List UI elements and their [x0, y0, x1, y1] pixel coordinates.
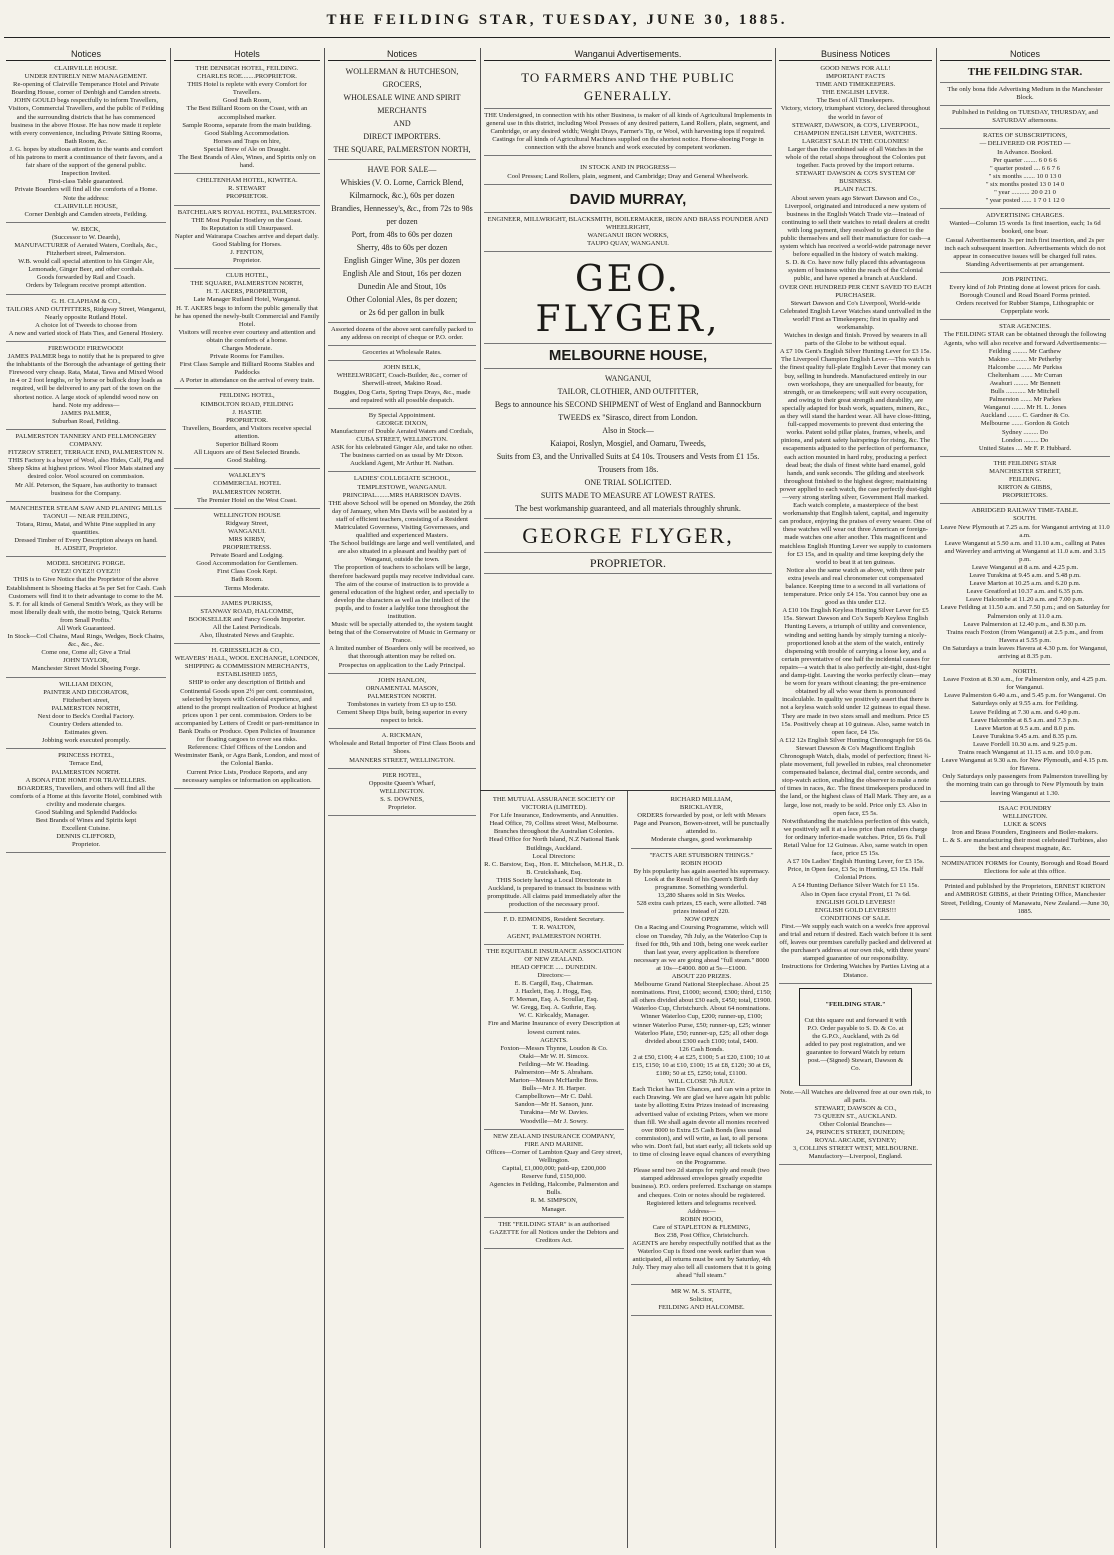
w-beck-ad: W. BECK, (Successor to W. Deards), MANUFACTURER of Aerated Waters, Cordials, &c., Fitzherbert street, Palmerston. W.B. would call special attention to his Ginger Ale, Lemonade, Ginger Beer, and other cordials. Goods forwarded by Rail and Coach. Orders by Telegram receive prompt attention. [6, 226, 166, 295]
george-flyger-signature: GEORGE FLYGER, [484, 523, 772, 553]
saw-mills-ad: MANCHESTER STEAM SAW AND PLANING MILLS TAONUI — NEAR FEILDING, Totara, Rimu, Matai, and White Pine supplied in any quantities. Dressed Timber of Every Description always on hand. H. ADSEIT, Proprietor. [6, 505, 166, 558]
farmers-headline: TO FARMERS AND THE PUBLIC GENERALLY. [484, 69, 772, 109]
tannery-ad: PALMERSTON TANNERY AND FELLMONGERY COMPANY. FITZROY STREET, TERRACE END, PALMERSTON N. THIS Factory is a buyer of Wool, also Hides, Calf, Pig and Sheep Skins at highest prices. Wool Floor Mats stained any desired color. Wool scoured on commission. Mr Alf. Peterson, the Square, has authority to transact business for the Company. [6, 433, 166, 502]
shoeing-forge-ad: MODEL SHOEING FORGE. OYEZ! OYEZ!! OYEZ!!! THIS is to Give Notice that the Proprietor of the above Establishment is Shoeing Hacks at 5s per Set for Cash. Cash Customers will find it to their advantage to come to the M. S. F. for all kinds of General Smith's Work, as they will be most liberally dealt with, the motto being, 'Quick Returns from Small Profits.' All Work Guaranteed. In Stock—Coil Chains, Maul Rings, Wedges, Bock Chains, &c., &c., &c. Come one, Come all; Give a Trial JOHN TAYLOR, Manchester Street Model Shoeing Forge. [6, 560, 166, 677]
column-heading: Notices [6, 48, 166, 61]
column-hotels [174, 48, 320, 1548]
wollerman-ad: WOLLERMAN & HUTCHESON, GROCERS, WHOLESALE WINE AND SPIRIT MERCHANTS AND DIRECT IMPORTERS. THE SQUARE, PALMERSTON NORTH, [328, 65, 476, 160]
foundry-ad: ISAAC FOUNDRY WELLINGTON. LUKE & SONS Iron and Brass Founders, Engineers and Boiler-makers. L. & S. are manufacturing their most celebrated Turbines, also the best and cheapest magnate, &c. [940, 805, 1110, 858]
gazette-notice: THE "FEILDING STAR" is an authorised GAZETTE for all Notices under the Debtors and Creditors Act. [484, 1221, 624, 1249]
column-heading: Notices [328, 48, 476, 61]
john-belk-ad: JOHN BELK, WHEELWRIGHT, Coach-Builder, &c., corner of Sherwill-street, Makino Road. Buggies, Dog Carts, Spring Traps Drays, &c., made and repaired with all possible despatch. [328, 364, 476, 408]
clapham-ad: G. H. CLAPHAM & CO., TAILORS AND OUTFITTERS, Ridgway Street, Wanganui, Nearly opposite Rutland Hotel. A choice lot of Tweeds to choose from A new and varied stock of Hats Ties, and General Hosiery. [6, 298, 166, 342]
order-coupon [799, 988, 912, 1086]
column-wanganui [484, 48, 772, 788]
stewart-dawson-addresses: Note.—All Watches are delivered free at our own risk, to all parts. STEWART, DAWSON & CO., 73 QUEEN ST., AUCKLAND. Other Colonial Branches— 24, PRINCE'S STREET, DUNEDIN; ROYAL ARCADE, SYDNEY; 3, COLLINS STREET WEST, MELBOURNE. Manufactory—Liverpool, England. [779, 1089, 932, 1166]
imprint: Printed and published by the Proprietors, ERNEST KIRTON and AMBROSE GIBBS, at their Printing Office, Manchester Street, Feilding, County of Manawatu, New Zealand.—June 30, 1885. [940, 883, 1110, 919]
wellington-house-ad: WELLINGTON HOUSE Ridgway Street, WANGANUI. MRS KIRBY, PROPRIETRESS. Private Board and Lodging. Good Accommodation for Gentlemen. First Class Cook Kept. Bath Room. Terms Moderate. [174, 512, 320, 597]
advertising-charges: ADVERTISING CHARGES. Wanted—Column 15 words 1s first insertion, each; 1s 6d booked, one boar. Casual Advertisements 3s per inch first insertion, and 2s per inch each subsequent insertion. Advertisements which do not appear in consecutive issues will be charged full rates. Standing Advertisements at per arrangement. [940, 212, 1110, 273]
section-rule [480, 790, 775, 791]
geo-flyger-name: GEO. FLYGER, [484, 260, 772, 344]
nz-insurance-ad: NEW ZEALAND INSURANCE COMPANY, FIRE AND MARINE. Offices—Corner of Lambton Quay and Grey street, Wellington. Capital, £1,000,000; paid-up, £200,000 Reserve fund, £150,000. Agencies in Feilding, Halcombe, Palmerston and Bulls. R. M. SIMPSON, Manager. [484, 1133, 624, 1218]
griesselich-ad: H. GRIESSELICH & CO., WEAVERS' HALL, WOOL EXCHANGE, LONDON, SHIPPING & COMMISSION MERCHANTS, ESTABLISHED 1855, SHIP to order any description of British and Continental Goods upon 2½ per cent. commission, selected by buyers with Colonial experience, and attend to the prompt realization of Produce at highest prices upon 1 per cent. commission. Orders to be accompanied by Letters of Credit or part-remittance in Bank Drafts or Produce. Open Policies of Insurance for floating cargoes to cover sea risks. References: Chief Offices of the London and Westminster Bank, or Agra Bank, London, and most of the Colonial Banks. Current Price Lists, Produce Reports, and any necessary samples or information on application. [174, 647, 320, 789]
column-rule [936, 48, 937, 1548]
david-murray-name: DAVID MURRAY, [484, 191, 772, 213]
flyger-details: WANGANUI, TAILOR, CLOTHIER, AND OUTFITTER, Begs to announce his SECOND SHIPMENT of West of England and Bannockburn TWEEDS ex "Sirasco, direct from London. Also in Stock— Kaiapoi, Roslyn, Mosgiel, and Oamaru, Tweeds, Suits from £3, and the Unrivalled Suits at £4 10s. Trousers and Vests from £1 15s. Trousers from 18s. ONE TRIAL SOLICITED. SUITS MADE TO MEASURE AT LOWEST RATES. The best workmanship guaranteed, and all materials throughly shrunk. [484, 372, 772, 519]
coupon-title: "FEILDING STAR." [825, 1000, 886, 1008]
column-rule [775, 48, 776, 1548]
feilding-star-title: THE FEILDING STAR. [940, 65, 1110, 83]
masthead [0, 0, 1114, 40]
column-notices-2 [328, 48, 476, 1548]
john-hanlon-ad: JOHN HANLON, ORNAMENTAL MASON, PALMERSTON NORTH. Tombstones in variety from £3 up to £50. Cement Sheep Dips built, being superior in every respect to brick. [328, 677, 476, 730]
robin-hood-ad: "FACTS ARE STUBBORN THINGS." ROBIN HOOD By his popularity has again asserted his supremacy. Look at the Result of his Queen's Birth day programme. Something wonderful. 13,280 Shares sold in Six Weeks. 528 extra cash prizes, £5 each, were allotted. 748 prizes instead of 220. NOW OPEN On a Racing and Coursing Programme, which will close on Tuesday, 7th July, as the Waterloo Cup is fixed for 8th, 9th and 10th, being one week earlier than last year, every application is therefore necessary as we are going ahead "full steam." 8000 at 10s—£4000. 800 at 5s—£1000. ABOUT 220 PRIZES. Melbourne Grand National Steeplechase. About 25 nominations. First, £1000; second, £300; third, £150; all others divided about £30 each, £450; total, £1900. Waterloo Cup, Christchurch. About 64 nominations. Winner Waterloo Cup, £200; runner-up, £100; winner Waterloo Purse, £50; runner-up, £25; winner Waterloo Plate, £50; runner-up, £25; all other dogs divided about £300 each £100; total, £400. 126 Cash Bonds. 2 at £50, £100; 4 at £25, £100; 5 at £20, £100; 10 at £15, £150; 10 at £10, £100; 15 at £8, £120; 30 at £6, £180; 50 at £5, £250; total, £1100. WILL CLOSE 7th JULY. Each Ticket has Ten Chances, and can win a prize in each Drawing. We are glad we have again hit public taste by allotting Extra Prizes instead of increasing advertised value of existing Prizes, when we more than fill. We shall again devote all monies received over 8000 to Extra £5 Cash Bonds (less usual commission), and will write, as last, to all persons who win. Don't fail, but start early; all tickets sold up to time of closing leave equal chances of everything on the Programme. Please send two 2d stamps for reply and result (two stamped addressed envelopes greatly expedite business). P.O. orders preferred. Exchange on stamps and cheques. Coin or notes should be registered. Registered letters and telegrams received. Address— ROBIN HOOD, Care of STAPLETON & FLEMING, Box 238, Post Office, Christchurch. AGENTS are hereby respectfully notified that as the Waterloo Cup is fixed one week earlier than was anticipated, all returns must be sent by Saturday, 4th July. They may also tell all customers that it is going ahead "full steam." [631, 852, 772, 1285]
firewood-ad: FIREWOOD! FIREWOOD! JAMES PALMER begs to notify that he is prepared to give the inhabitants of the Borough the advantage of getting their Firewood very cheap. Rata, Matai, Tawa and Mixed Wood in 4 or 2 foot lengths, or by horse or bullock dray loads as required, will be delivered to any part of the town on the shortest notice. A large stock of splendid wood now on hand. Note my address— JAMES PALMER, Suburban Road, Feilding. [6, 345, 166, 430]
column-rule [480, 48, 481, 1548]
nomination-forms: NOMINATION FORMS for County, Borough and Road Board Elections for sale at this office. [940, 860, 1110, 880]
column-heading: Wanganui Advertisements. [484, 48, 772, 61]
star-agencies: STAR AGENCIES. The FEILDING STAR can be obtained through the following Agents, who will also receive and forward Advertisements:— Feilding ......... Mr Carthew Makino .......... Mr Petherby Halcombe ......... Mr Purkiss Cheltenham ....... Mr Curran Awahuri ......... Mr Bennett Bulls ............ Mr Mitchell Palmerston ....... Mr Parkes Wanganui ........ Mr H. L. Jones Auckland ........ C. Gardner & Co. Melbourne ....... Gordon & Gotch Sydney ......... Do London ......... Do United States .... Mr F. P. Hubbard. [940, 323, 1110, 457]
column-business-notices [779, 48, 932, 1548]
column-insurance [484, 796, 624, 1548]
column-heading: Notices [940, 48, 1110, 61]
mutual-assurance-ad: THE MUTUAL ASSURANCE SOCIETY OF VICTORIA (LIMITED). For Life Insurance, Endowments, and Annuities. Head Office, 79, Collins street West, Melbourne. Branches throughout the Australian Colonies. Head Office for North Island, N.Z National Bank Buildings, Auckland. Local Directors: R. C. Barstow, Esq., Hon. E. Mitchelson, M.H.R., D. B. Cruickshank, Esq. THIS Society having a Local Directorate in Auckland, is prepared to transact its business with promptitude. All claims paid immediately after the production of the necessary proof. [484, 796, 624, 913]
column-star-notices [940, 48, 1110, 1548]
pier-hotel-ad: PIER HOTEL, Opposite Queen's Wharf, WELLINGTON. S. S. DOWNES, Proprietor. [328, 772, 476, 816]
column-rule [324, 48, 325, 1548]
walkleys-hotel-ad: WALKLEY'S COMMERCIAL HOTEL PALMERSTON NORTH. The Premier Hotel on the West Coast. [174, 472, 320, 508]
flyger-proprietor: PROPRIETOR. [484, 556, 772, 574]
subscription-rates: RATES OF SUBSCRIPTIONS, — DELIVERED OR POSTED — In Advance. Booked. Per quarter ........ 6 0 6 6 " quarter posted .... 6 6 7 6 " six months ....... 10 0 13 0 " six months posted 13 0 14 0 " year ........... 20 0 21 0 " year posted ...... 1 7 0 1 12 0 [940, 132, 1110, 209]
william-dixon-ad: WILLIAM DIXON, PAINTER AND DECORATOR, Fitzherbert street, PALMERSTON NORTH, Next door to Beck's Cordial Factory. Country Orders attended to. Estimates given. Jobbing work executed promptly. [6, 681, 166, 750]
column-heading: Business Notices [779, 48, 932, 61]
club-hotel-ad: CLUB HOTEL, THE SQUARE, PALMERSTON NORTH, H. T. AKERS, PROPRIETOR, Late Manager Rutland Hotel, Wanganui. H. T. AKERS begs to inform the public generally that he has opened the newly-built Commercial and Family Hotel. Visitors will receive ever courtesy and attention and obtain the comforts of a home. Charges Moderate. Private Rooms for Families. First Class Sample and Billiard Rooms Stables and Paddocks A Porter in attendance on the arrival of every train. [174, 272, 320, 389]
collegiate-school-ad: LADIES' COLLEGIATE SCHOOL, TEMPLESTOWE, WANGANUI. PRINCIPAL........MRS HARRISON DAVIS. THE above School will be opened on Monday, the 26th day of January, when Mrs Davis will be assisted by a staff of efficient teachers, consisting of a Resident Matriculated Governess, Visiting Governesses, and qualified and experienced Masters. The School buildings are large and well ventilated, and are also situated in a pleasant and healthy part of Wanganui, outside the town. The proportion of teachers to scholars will be large, therefore backward pupils may receive individual care. The aim of the course of instruction is to provide a general education of the highest order, and specially to develop the characters as well as the intellect of the pupils, and to foster a ladylike tone throughout the institution. Music will be specially attended to, the system taught being that of the Conservatoire of Music in Germany or France. A limited number of Boarders only will be received, so that thorough attention may be relied on. Prospectus on application to the Lady Principal. [328, 475, 476, 673]
princess-hotel-ad: PRINCESS HOTEL, Terrace End, PALMERSTON NORTH. A BONA FIDE HOME FOR TRAVELLERS. BOARDERS, Travellers, and others will find all the comforts of a Home at this favorite Hotel, combined with civility and moderate charges. Good Stabling and Splendid Paddocks Best Brands of Wines and Spirits kept Excellent Cuisine. DENNIS CLIFFORD, Proprietor. [6, 752, 166, 853]
publication-days-note: Published in Feilding on TUESDAY, THURSDAY, and SATURDAY afternoons. [940, 109, 1110, 129]
masthead-title: THE FEILDING STAR, TUESDAY, JUNE 30, 1885. [326, 12, 788, 28]
column-rule [627, 790, 628, 1548]
staite-solicitor-ad: MR W. M. S. STAITE, Solicitor, FEILDING AND HALCOMBE. [631, 1288, 772, 1316]
masthead-rule [4, 37, 1110, 38]
stewart-dawson-ad: GOOD NEWS FOR ALL! IMPORTANT FACTS TIME AND TIMEKEEPERS. THE ENGLISH LEVER. The Best of All Timekeepers. Victory, victory, triumphant victory, declared throughout the world in favor of STEWART, DAWSON, & CO'S, LIVERPOOL, CHAMPION ENGLISH LEVER, WATCHES. LARGEST SALE IN THE COLONIES! Larger than the combined sale of all Watches in the whole of the retail shops throughout the Colonies put together. Facts proved by the import returns. STEWART DAWSON & CO'S SYSTEM OF BUSINESS. PLAIN FACTS. About seven years ago Stewart Dawson and Co., Liverpool, originated and introduced a new system of business in the English Watch Trade viz—Instead of continuing to sell their watches to retail dealers at credit with long payment, they resolved to go direct to the public themselves and sell their manufacture for cash—a system which has received a world-wide patronage never before equalled in the history of watch making. S. D. & Co. have now fully placed this advantageous system of business within the reach of the Colonial public, and have opened a branch at Auckland. OVER ONE HUNDRED PER CENT SAVED TO EACH PURCHASER. Stewart Dawson and Co's Liverpool, World-wide Celebrated English Lever Watches stand unrivalled in the world! First as Timekeepers; first in quality and workmanship. Watches in design and finish. Proved by wearers in all parts of the Globe to be without equal. A £7 10s Gent's English Silver Hunting Lever for £3 15s. The Liverpool Champion English Lever.—This watch is the finest quality full-plate English Lever that money can buy, selling in hundreds. Manufactured entirely in our own workshops, they are unequalled for beauty, for strength, or as timekeepers; will suit every occupation, and owing to their great strength and durability, are specially adapted for bush work, squatters, miners, &c., as they will stand the hardest wear. All have close-fitting, full-capped movements to prevent dust entering the works. Patent solid pillar plates, frames, wheels, and pinions, and patent safety hairsprings for rising, &c. The escapements adjusted to the perfection of performance, each action mounted in hard ruby, producing a perfect dead beat; the dials of finest white hard enamel, gold hands, and sunk seconds. The gilding and steelwork throughout finished to the highest degree; maintaining power applied to each watch, the case perfectly dust-tight—very strong sterling silver, Government Hall marked. Each watch complete, a masterpiece of the best workmanship that English talent, capital, and ingenuity can produce, enjoying the praises of every wearer. One of these watches will wear out three American or foreign-made watches one after another. This magnificent and matchless English Hunting Lever we supply to customers for £3 15s, and in quality and time keeping defy the world to beat it at ten guineas. Notice also the same watch as above, with three pair extra jewels and real chronometer cut compensated balance. Keeping time to a second in all variations of temperature. Price only £4 15s. You cannot buy one as good as this under £12. A £10 10s English Keyless Hunting Silver Lever for £5 15s. Stewart Dawson and Co's Superb Keyless English Hunting Levers, a triumph of utility and convenience, winding and setting hands by simply turning a nicely-proportioned knob at the stem of the watch, entirely dispensing with trouble of carrying a loose key, and a certain preventative of one half the incidental causes for repairs—a watch that is also perfectly air-tight, dust-tight and damp-tight. Leaving the works perfectly clean—may be worn for years without cleaning; the pre-eminence obtained by all who wear them is pronounced incalculable. In quality we positively assert that there is not a keyless watch sold under 12 guineas to equal these. They are made in two sizes small and medium. Price £5 15s. Positively cheap at 10 guineas. Also, same watch in open face, £4 15s. A £12 12s English Silver Hunting Chronograph for £6 6s. Stewart Dawson & Co's Magnificent English Chronograph Watch, dials, model of perfection; finest ¾-plate movement, full jewelled in rubies, real chronometer compensated balance, decimal dial, centre seconds, and stop-watch action, enabling the observer to make a note of times in races, &c. The finest timekeepers produced in the land, or the highest class of Hall Mark. They are, as a large, lose not, ready to be sold. Price only £3. Also in open face, £5 5s. Notwithstanding the matchless perfection of this watch, we positively sell it at a less price than retailers charge for ordinary inferior-made watches. Price, £6 6s. Full Retail Value for 12 Guineas. Also, same watch in open face, price £5 15s. A £7 10s Ladies' English Hunting Lever, for £3 15s. Price, in Open face, £3 5s; in Hunting, £3 15s. Half Colonial Prices. A £4 Hunting Defiance Silver Watch for £1 15s. Also in Open face crystal Front, £1 7s 6d. ENGLISH GOLD LEVERS!! ENGLISH GOLD LEVERS!!! CONDITIONS OF SALE. First.—We supply each watch on a week's free approval and trial and return if desired. Each watch before it is sent off, leaves our premises carefully packed and delivered at the purchaser's address at our own risk, with three years' stamped guarantee of our responsibility. Instructions for Ordering Watches by Parties Living at a Distance. [779, 65, 932, 984]
george-dixon-ad: By Special Appointment. GEORGE DIXON, Manufacturer of Double Aerated Waters and Cordials, CUBA STREET, WELLINGTON. ASK for his celebrated Ginger Ale, and take no other. The business carried on as usual by Mr Dixon. Auckland Agent, Mr Arthur H. Nathan. [328, 412, 476, 473]
denbigh-hotel-ad: THE DENBIGH HOTEL, FEILDING. CHARLES ROE........PROPRIETOR. THIS Hotel is replete with every Comfort for Travellers. Good Bath Room, The Best Billiard Room on the Coast, with an accomplished marker. Sample Rooms, separate from the main building. Good Stabling Accommodation. Horses and Traps on hire, Special Brew of Ale on Draught. The Best Brands of Ales, Wines, and Spirits only on hand. [174, 65, 320, 174]
melbourne-house-name: MELBOURNE HOUSE, [484, 347, 772, 369]
advertising-medium-note: The only bona fide Advertising Medium in the Manchester Block. [940, 86, 1110, 106]
job-printing: JOB PRINTING. Every kind of Job Printing done at lowest prices for cash. Borough Council and Road Board Forms printed. Orders received for Rubber Stamps, Lithographic or Copperplate work. [940, 276, 1110, 320]
edmonds-walton-notice: F. D. EDMONDS, Resident Secretary. T. R. WALTON, AGENT, PALMERSTON NORTH. [484, 916, 624, 944]
assorted-dozens-note: Assorted dozens of the above sent carefully packed to any address on receipt of cheque or P.O. order. [328, 326, 476, 346]
have-for-sale-ad: HAVE FOR SALE— Whiskies (V. O. Lorne, Carrick Blend, Kilmarnock, &c.), 60s per dozen Brandies, Hennessey's, &c., from 72s to 98s per dozen Port, from 48s to 60s per dozen Sherry, 48s to 60s per dozen English Ginger Wine, 30s per dozen English Ale and Stout, 16s per dozen Dunedin Ale and Stout, 10s Other Colonial Ales, 8s per dozen; or 2s 6d per gallon in bulk [328, 163, 476, 323]
column-notices-1 [6, 48, 166, 1548]
feilding-hotel-ad: FEILDING HOTEL, KIMBOLTON ROAD, FEILDING J. HASTIE PROPRIETOR. Travellers, Boarders, and Visitors receive special attention. Superior Billiard Room All Liquors are of Best Selected Brands. Good Stabling. [174, 392, 320, 469]
farmers-notice: THE Undersigned, in connection with his other Business, is maker of all kinds of Agricultural Implements in general use in this district, including Wool Presses of any desired pattern, Land Rollers, plain, segment, and Cambridge, or any desired width; Weight Drays, Farmer's Tip, or Wool, with harvesting tops if required. Castings for all kinds of Agricultural Machines supplied on the shortest notice. Horse-shoeing Forge in connection with the above branch and work executed by competent workmen. [484, 112, 772, 156]
batchelars-hotel-ad: BATCHELAR'S ROYAL HOTEL, PALMERSTON. THE Most Popular Hostlery on the Coast. Its Reputation is still Unsurpassed. Napier and Wairarapa Coaches arrive and depart daily. Good Stabling for Horses. J. FENTON, Proprietor. [174, 209, 320, 270]
railway-south: ABRIDGED RAILWAY TIME-TABLE. SOUTH. Leave New Plymouth at 7.25 a.m. for Wanganui arriving at 11.0 a.m. Leave Wanganui at 5.50 a.m. and 11.10 a.m., calling at Pates and Waverley and arriving at Wanganui at 11.0 a.m. and 3.15 p.m. Leave Wanganui at 8 a.m. and 4.25 p.m. Leave Turakina at 9.45 a.m. and 5.48 p.m. Leave Marton at 10.25 a.m. and 6.20 p.m. Leave Greatford at 10.37 a.m. and 6.35 p.m. Leave Halcombe at 11.20 a.m. and 7.00 p.m. Leave Feilding at 11.50 a.m. and 7.50 p.m.; and on Saturday for Palmerston only at 11.0 a.m. Leave Palmerston at 12.40 p.m., and 8.30 p.m. Trains reach Foxton (from Wanganui) at 2.5 p.m., and from Havera at 5.55 p.m. On Saturdays a train leaves Havera at 4.30 p.m. for Wanganui, arriving at 8.35 p.m. [940, 507, 1110, 665]
clairville-house-ad: CLAIRVILLE HOUSE. UNDER ENTIRELY NEW MANAGEMENT. Re-opening of Clairville Temperance Hotel and Private Boarding House, corner of Denbigh and Camden streets. JOHN GOULD begs respectfully to inform Travellers, Visitors, Commercial Travellers, and the public of Feilding and the surrounding districts that he has commenced business in the above House. He has now made it replete with every convenience, including Private Sitting Rooms, Bath Room, &c. J. G. hopes by studious attention to the wants and comfort of his patrons to merit a continuance of their favors, and a fair share of the support of the general public. Inspection Invited. First-class Table guaranteed. Private Boarders will find all the comforts of a Home. Note the address: CLAIRVILLE HOUSE, Corner Denbigh and Camden streets, Feilding. [6, 65, 166, 223]
in-stock-notice: IN STOCK AND IN PROGRESS— Cool Presses; Land Rollers, plain, segment, and Cambridge; Dray and General Wheelwork. [484, 164, 772, 184]
railway-north: NORTH. Leave Foxton at 8.30 a.m., for Palmerston only, and 4.25 p.m. for Wanganui. Leave Palmerston 6.40 a.m., and 5.45 p.m. for Wanganui. On Saturdays only at 9.55 a.m. for Feilding. Leave Feilding at 7.30 a.m. and 6.40 p.m. Leave Halcombe at 8.5 a.m. and 7.3 p.m. Leave Marton at 9.5 a.m. and 8.0 p.m. Leave Turakina 9.45 a.m. and 8.35 p.m. Leave Fordell 10.30 a.m. and 9.25 p.m. Trains reach Wanganui at 11.15 a.m. and 10.0 p.m. Leave Wanganui at 9.30 a.m. for New Plymouth, and 4.15 p.m. for Havera. Only Saturdays only passengers from Palmerston travelling by the morning train can go through to New Plymouth by train leaving Wanganui at 1.30. [940, 668, 1110, 802]
james-purkiss-ad: JAMES PURKISS, STANWAY ROAD, HALCOMBE, BOOKSELLER and Fancy Goods Importer. All the Latest Periodicals. Also, Illustrated News and Graphic. [174, 600, 320, 644]
coupon-text: Cut this square out and forward it with P.O. Order payable to S. D. & Co. at the G.P.O., Auckland, with 2s 6d added to pay post registration, and we guarantee to forward Watch by return post.—(Signed) Stewart, Dawson & Co. [804, 1016, 907, 1073]
column-heading: Hotels [174, 48, 320, 61]
rickman-ad: A. RICKMAN, Wholesale and Retail Importer of First Class Boots and Shoes. MANNERS STREET, WELLINGTON. [328, 732, 476, 768]
groceries-note: Groceries at Wholesale Rates. [328, 349, 476, 361]
cheltenham-hotel-ad: CHELTENHAM HOTEL, KIWITEA. R. STEWART PROPRIETOR. [174, 177, 320, 205]
column-robin-hood [631, 796, 772, 1548]
column-rule [170, 48, 171, 1548]
equitable-insurance-ad: THE EQUITABLE INSURANCE ASSOCIATION OF NEW ZEALAND. HEAD OFFICE ..... DUNEDIN. Directors:— E. B. Cargill, Esq., Chairman. J. Hazlett, Esq. J. Hogg, Esq. F. Meenan, Esq. A. Scoullar, Esq. W. Gregg, Esq. A. Guthrie, Esq. W. C. Kirkcaldy, Manager. Fire and Marine Insurance of every Description at lowest current rates. AGENTS. Foxton—Messrs Thynne, Loudon & Co. Otaki—Mr W. H. Simcox. Feilding—Mr W. Heading. Palmerston—Mr S. Abraham. Marton—Messrs McHardie Bros. Bulls—Mr J. H. Harper. Campbelltown—Mr C. Dahl. Sandon—Mr H. Sanson, junr. Turakina—Mr W. Davies. Woodville—Mr J. Sowry. [484, 948, 624, 1130]
david-murray-details: ENGINEER, MILLWRIGHT, BLACKSMITH, BOILERMAKER, IRON AND BRASS FOUNDER AND WHEELRIGHT, WANGANUI IRON WORKS, TAUPO QUAY, WANGANUI. [484, 216, 772, 252]
richard-milliam-ad: RICHARD MILLIAM, BRICKLAYER, ORDERS forwarded by post, or left with Messrs Page and Pearson, Bowen-street, will be punctually attended to. Moderate charges, good workmanship [631, 796, 772, 849]
star-office: THE FEILDING STAR MANCHESTER STREET, FEILDING. KIRTON & GIBBS, PROPRIETORS. [940, 460, 1110, 504]
